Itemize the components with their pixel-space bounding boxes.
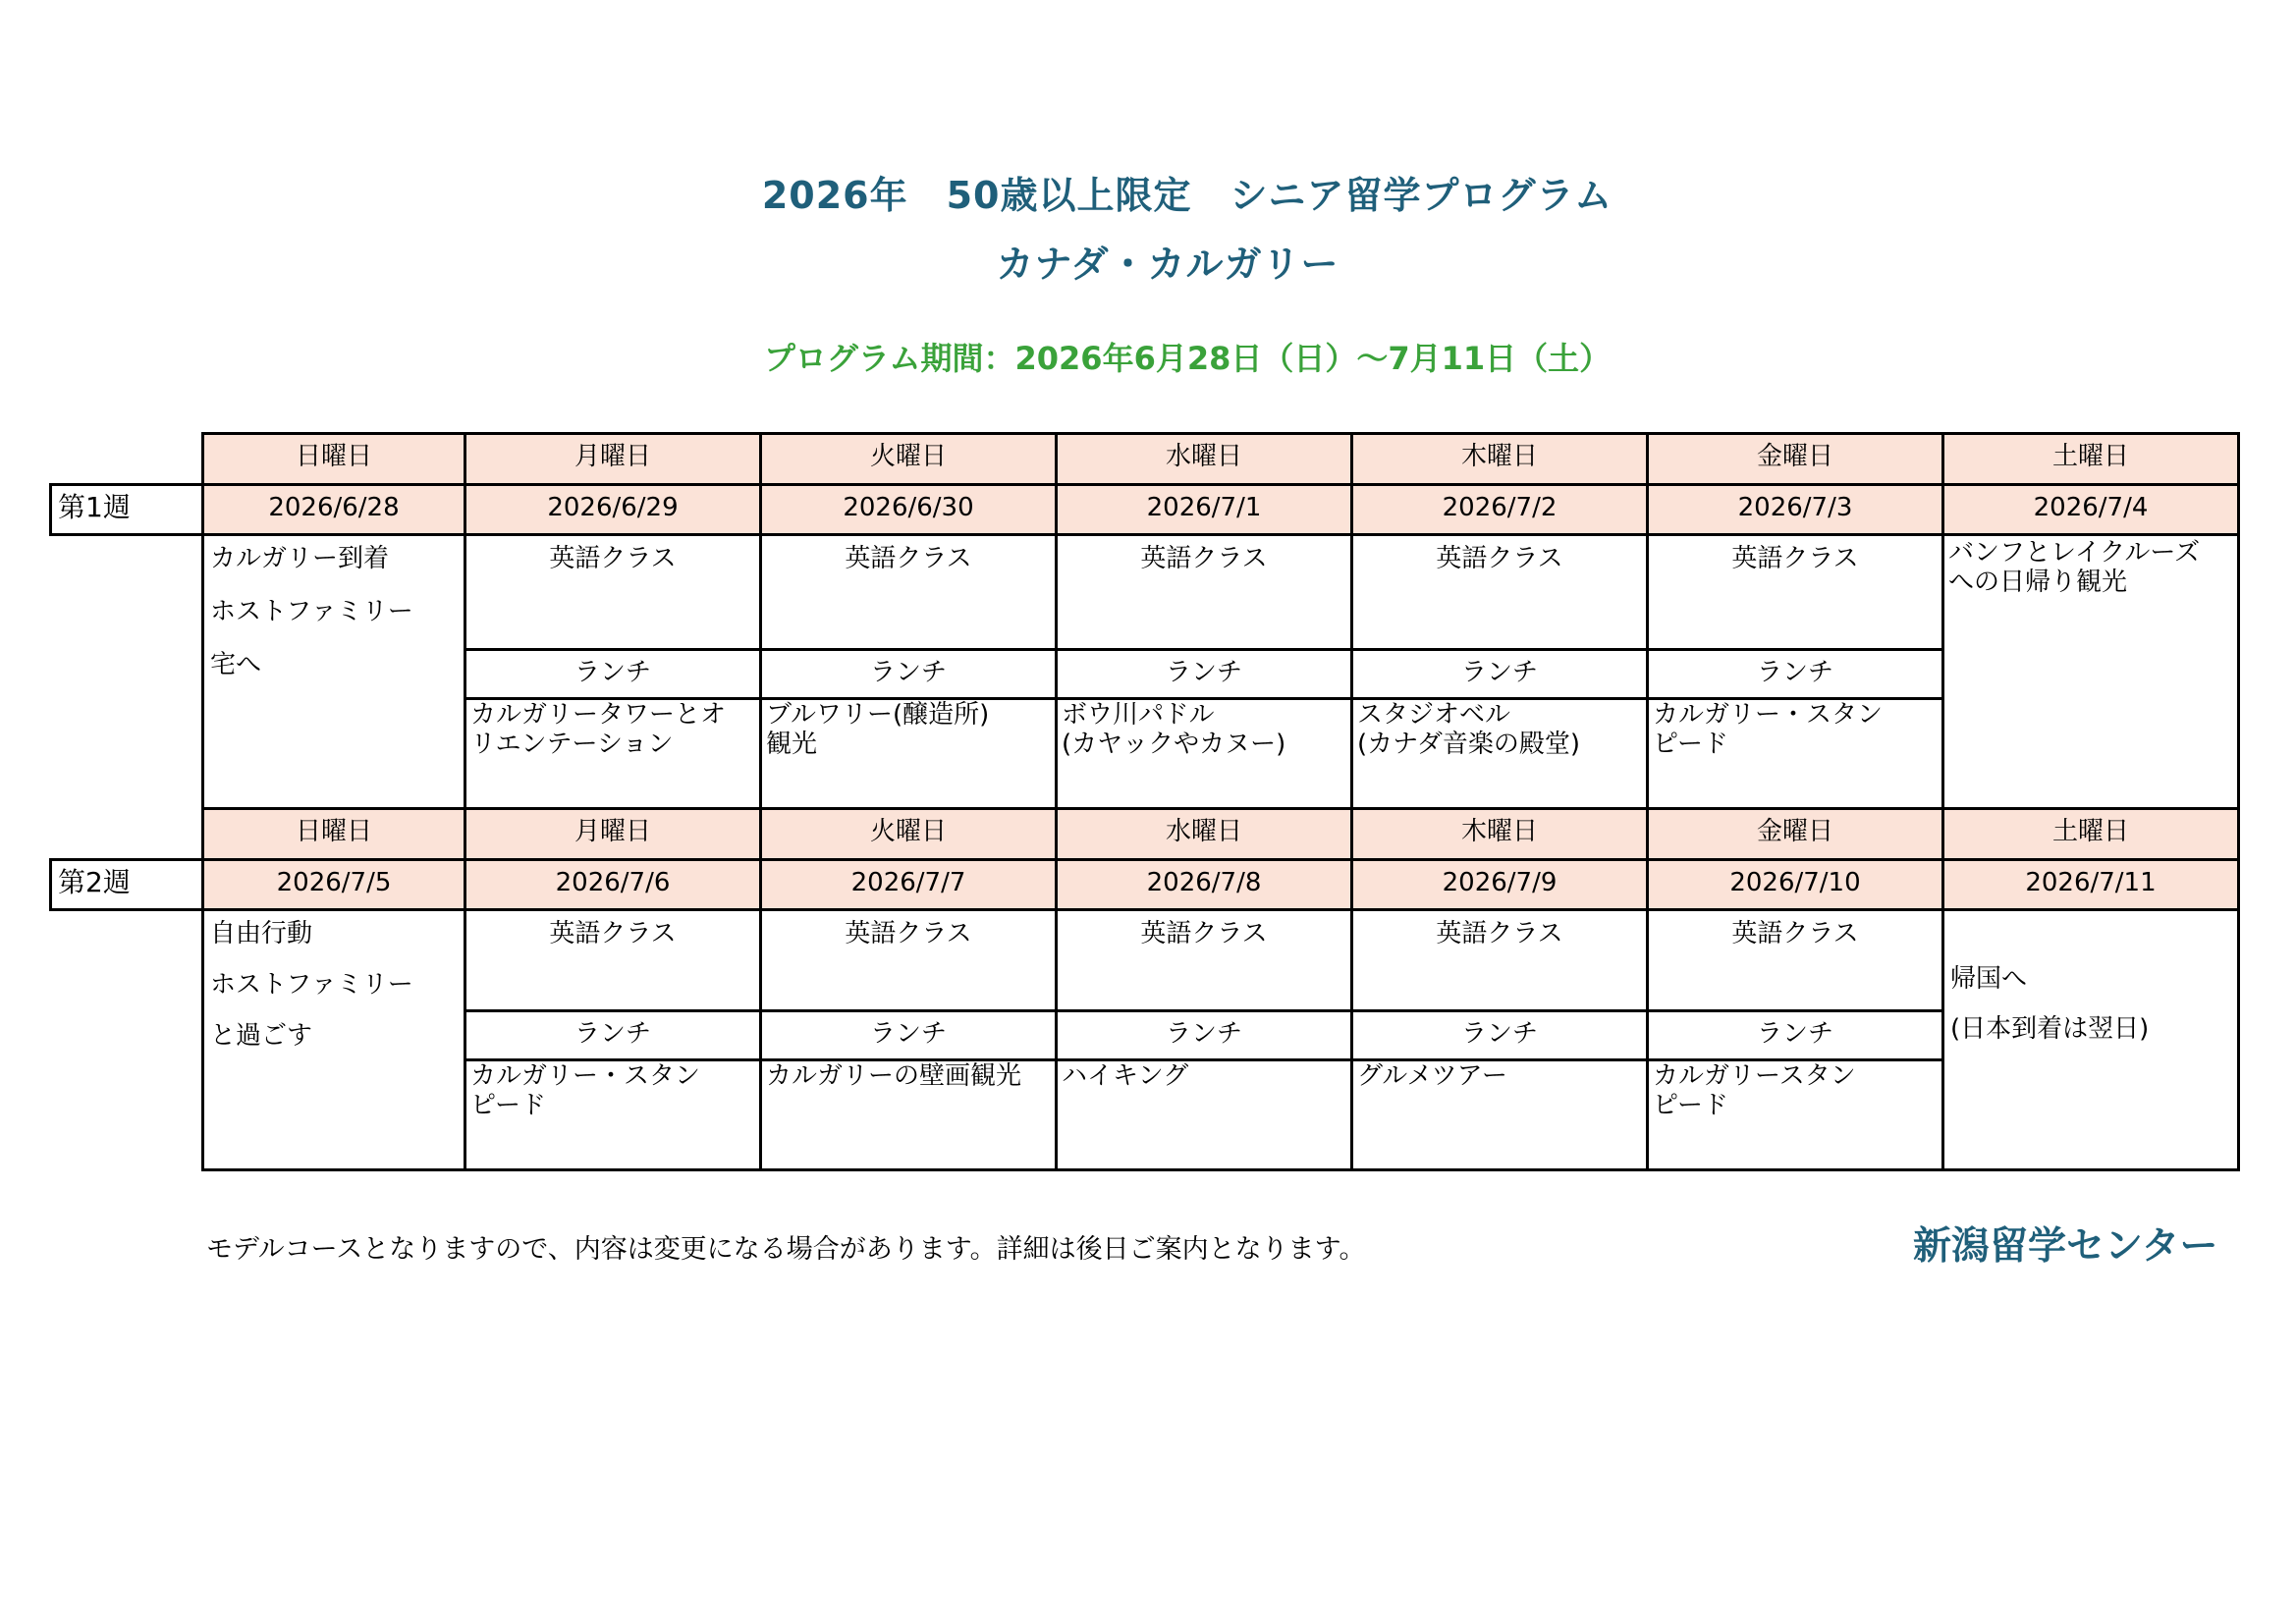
morning-class: 英語クラス: [1055, 908, 1353, 1012]
sunday-activity-line: ホストファミリー: [210, 970, 413, 1000]
week-label: 第1週: [49, 483, 201, 536]
date-cell: 2026/7/7: [759, 858, 1058, 911]
lunch-cell: ランチ: [759, 1009, 1058, 1061]
date-cell: 2026/6/30: [759, 483, 1058, 536]
lunch-cell: ランチ: [1350, 648, 1649, 700]
weekday-header: 月曜日: [464, 807, 762, 861]
afternoon-activity: ボウ川パドル (カヤックやカヌー): [1055, 697, 1353, 810]
saturday-activity: バンフとレイクルーズ への日帰り観光: [1941, 533, 2240, 810]
date-cell: 2026/7/1: [1055, 483, 1353, 536]
lunch-cell: ランチ: [1055, 648, 1353, 700]
weekday-header: 土曜日: [1941, 432, 2240, 486]
footnote: モデルコースとなりますので、内容は変更になる場合があります。詳細は後日ご案内となります。: [206, 1234, 1366, 1265]
weekday-header: 土曜日: [1941, 807, 2240, 861]
lunch-cell: ランチ: [1350, 1009, 1649, 1061]
date-cell: 2026/7/9: [1350, 858, 1649, 911]
saturday-activity-line: (日本到着は翌日): [1950, 1014, 2150, 1044]
weekday-header: 木曜日: [1350, 807, 1649, 861]
date-cell: 2026/7/5: [201, 858, 466, 911]
afternoon-activity: グルメツアー: [1350, 1058, 1649, 1171]
date-cell: 2026/6/28: [201, 483, 466, 536]
date-cell: 2026/6/29: [464, 483, 762, 536]
lunch-cell: ランチ: [759, 648, 1058, 700]
weekday-header: 火曜日: [759, 432, 1058, 486]
sunday-activity-line: カルガリー到着: [210, 544, 390, 573]
afternoon-activity: カルガリーの壁画観光: [759, 1058, 1058, 1171]
morning-class: 英語クラス: [464, 908, 762, 1012]
lunch-cell: ランチ: [1055, 1009, 1353, 1061]
weekday-header: 水曜日: [1055, 807, 1353, 861]
afternoon-activity: カルガリー・スタン ピード: [464, 1058, 762, 1171]
sunday-activity-line: ホストファミリー: [210, 597, 413, 626]
weekday-header: 水曜日: [1055, 432, 1353, 486]
afternoon-activity: ハイキング: [1055, 1058, 1353, 1171]
weekday-header: 火曜日: [759, 807, 1058, 861]
week-label: 第2週: [49, 858, 201, 911]
sunday-activities: [201, 533, 466, 810]
sunday-activity-line: と過ごす: [210, 1021, 313, 1051]
date-cell: 2026/7/3: [1646, 483, 1944, 536]
page-subtitle: カナダ・カルガリー: [996, 243, 1339, 286]
date-cell: 2026/7/10: [1646, 858, 1944, 911]
saturday-activity: [1941, 908, 2240, 1171]
lunch-cell: ランチ: [1646, 1009, 1944, 1061]
sunday-activity-line: 自由行動: [210, 919, 313, 948]
afternoon-activity: カルガリータワーとオ リエンテーション: [464, 697, 762, 810]
weekday-header: 金曜日: [1646, 432, 1944, 486]
date-cell: 2026/7/2: [1350, 483, 1649, 536]
morning-class: 英語クラス: [1646, 908, 1944, 1012]
weekday-header: 日曜日: [201, 807, 466, 861]
page-title: 2026年 50歳以上限定 シニア留学プログラム: [761, 174, 1613, 217]
date-cell: 2026/7/4: [1941, 483, 2240, 536]
sunday-activities: [201, 908, 466, 1171]
weekday-header: 月曜日: [464, 432, 762, 486]
morning-class: 英語クラス: [1350, 533, 1649, 651]
morning-class: 英語クラス: [1055, 533, 1353, 651]
date-cell: 2026/7/6: [464, 858, 762, 911]
program-period: プログラム期間：2026年6月28日（日）～7月11日（土）: [763, 340, 1612, 377]
morning-class: 英語クラス: [759, 908, 1058, 1012]
saturday-activity-line: 帰国へ: [1950, 964, 2028, 994]
lunch-cell: ランチ: [1646, 648, 1944, 700]
weekday-header: 金曜日: [1646, 807, 1944, 861]
weekday-header: 木曜日: [1350, 432, 1649, 486]
afternoon-activity: カルガリースタン ピード: [1646, 1058, 1944, 1171]
morning-class: 英語クラス: [1350, 908, 1649, 1012]
morning-class: 英語クラス: [1646, 533, 1944, 651]
afternoon-activity: スタジオベル (カナダ音楽の殿堂): [1350, 697, 1649, 810]
sunday-activity-line: 宅へ: [210, 650, 262, 679]
morning-class: 英語クラス: [464, 533, 762, 651]
lunch-cell: ランチ: [464, 648, 762, 700]
afternoon-activity: ブルワリー(醸造所) 観光: [759, 697, 1058, 810]
lunch-cell: ランチ: [464, 1009, 762, 1061]
afternoon-activity: カルガリー・スタン ピード: [1646, 697, 1944, 810]
date-cell: 2026/7/11: [1941, 858, 2240, 911]
morning-class: 英語クラス: [759, 533, 1058, 651]
organization-name: 新潟留学センター: [1913, 1224, 2218, 1269]
date-cell: 2026/7/8: [1055, 858, 1353, 911]
weekday-header: 日曜日: [201, 432, 466, 486]
